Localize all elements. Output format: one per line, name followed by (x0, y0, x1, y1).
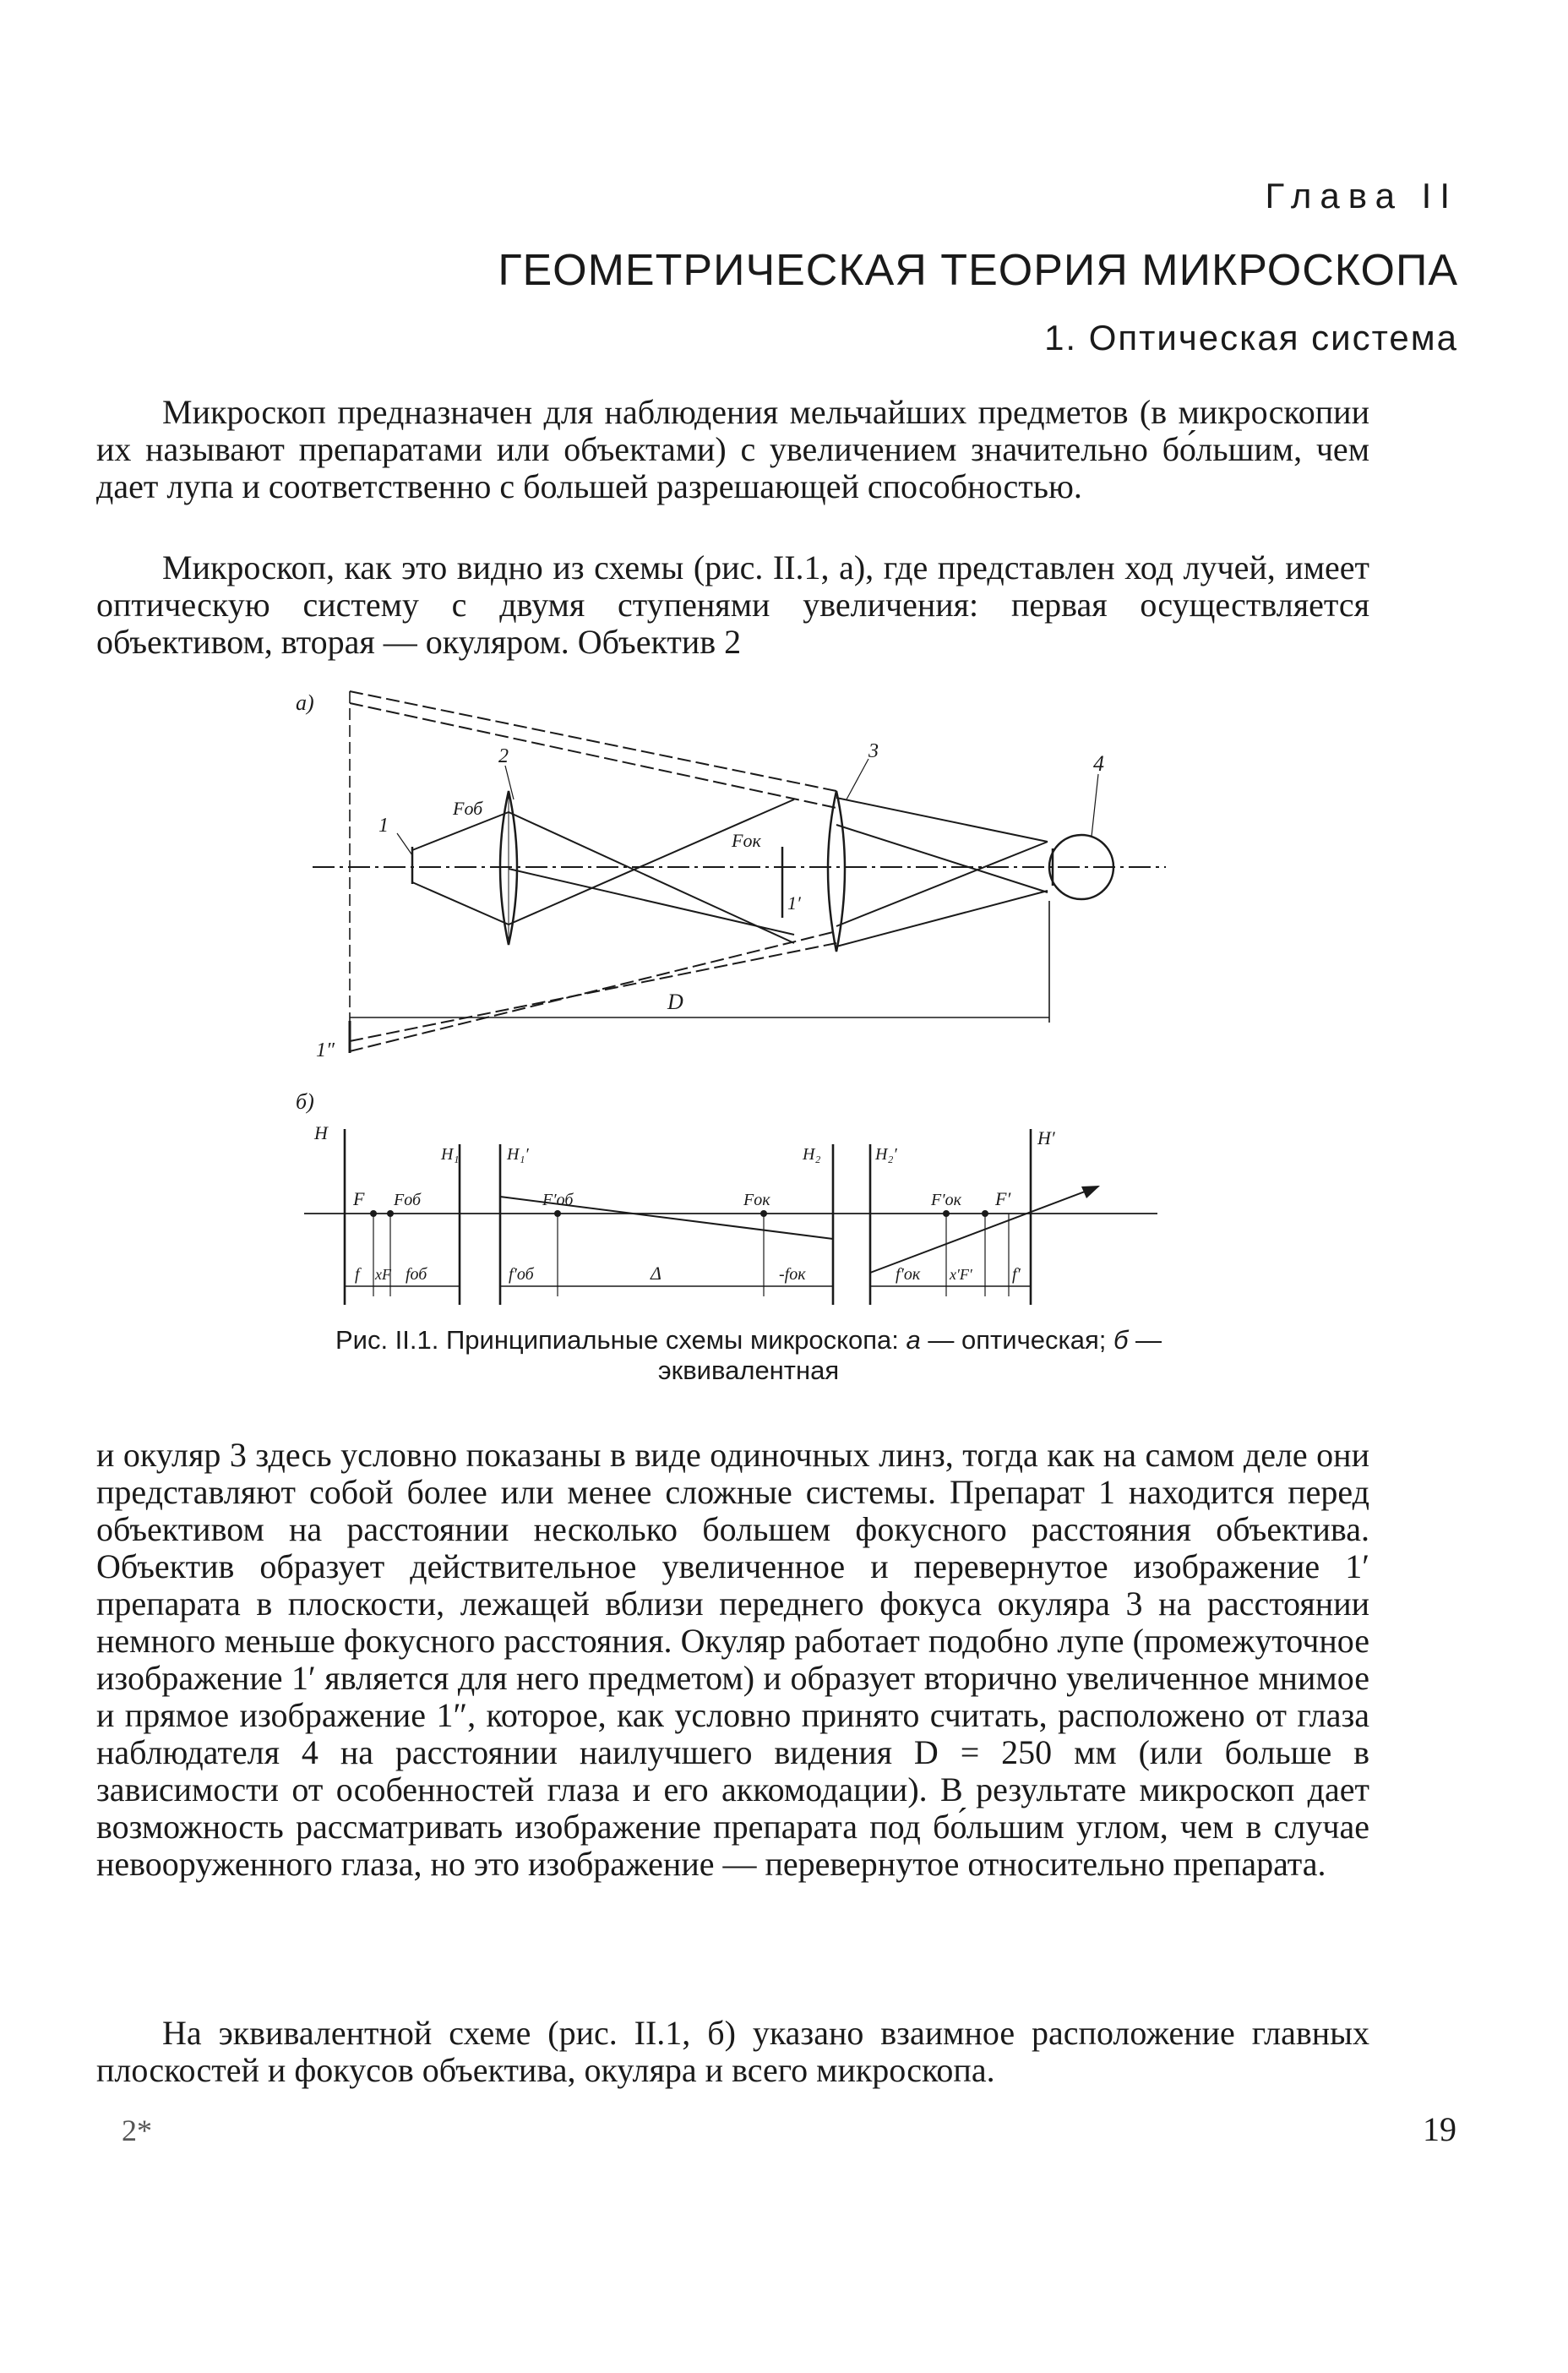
label-Fp: F′ (995, 1188, 1011, 1209)
leader-4 (1092, 774, 1098, 837)
label-Fob: Fоб (394, 1191, 422, 1209)
label-fp: f′ (1012, 1265, 1021, 1284)
ray (509, 799, 794, 925)
paragraph-1: Микроскоп предназначен для наблюдения мельчайших предметов (в микроскопии их называют препаратами или объектами) с увеличением значительно бо́льшим, чем дает лупа и соответственно с большей разрешающей способностью. (96, 393, 1369, 505)
equiv-ray (870, 1186, 1098, 1273)
ray (412, 882, 509, 925)
signature-mark: 2* (122, 2114, 152, 2147)
label-Fok-p: F′ок (931, 1191, 961, 1209)
virtual-ray (350, 691, 836, 791)
focus-point (554, 1210, 561, 1217)
focus-point (370, 1210, 377, 1217)
label-Fob-p: F′об (542, 1191, 574, 1209)
focus-point (943, 1210, 950, 1217)
leader-3 (847, 759, 868, 799)
label-panel-a: а) (296, 690, 314, 715)
label-2: 2 (498, 745, 509, 767)
label-xf: xF (375, 1266, 391, 1283)
label-img2: 1″ (316, 1039, 335, 1061)
label-F: F (353, 1188, 365, 1209)
label-f: f (355, 1265, 360, 1284)
label-panel-b: б) (296, 1089, 314, 1114)
label-Hp: H′ (1037, 1127, 1055, 1148)
label-H1: H₁ (441, 1145, 460, 1164)
focus-point (760, 1210, 767, 1217)
figure-microscope-schemes (279, 681, 1191, 1323)
label-img1: 1′ (787, 892, 801, 914)
ray (836, 842, 1048, 926)
section-heading: 1. Оптическая система (1044, 318, 1458, 357)
label-fok-low: -fок (779, 1265, 806, 1284)
label-xfp: x′F′ (950, 1266, 972, 1283)
chapter-title: ГЕОМЕТРИЧЕСКАЯ ТЕОРИЯ МИКРОСКОПА (498, 246, 1458, 295)
focus-point (387, 1210, 394, 1217)
caption-lead: Рис. II.1. Принципиальные схемы микроскопа: (335, 1325, 899, 1355)
eyepiece-lens (828, 791, 845, 952)
paragraph-4: На эквивалентной схеме (рис. II.1, б) указано взаимное расположение главных плоскостей и фокусов объектива, окуляра и всего микроскопа. (96, 2014, 1369, 2089)
page-number: 19 (1423, 2110, 1456, 2148)
label-H: H (314, 1122, 328, 1143)
paragraph-3: и окуляр 3 здесь условно показаны в виде одиночных линз, тогда как на самом деле они представляют собой более или менее сложные системы. Препарат 1 находится перед объективом на расстоянии несколько большем фокусного расстояния объектива. Объектив образует действительное увеличенное и перевернутое изображение 1′ препарата в плоскости, лежащей вблизи переднего фокуса окуляра 3 на расстоянии немного меньше фокусного расстояния. Окуляр работает подобно лупе (промежуточное изображение 1′ является для него предметом) и образует вторично увеличенное мнимое и прямое изображение 1″, которое, как условно принято считать, расположено от глаза наблюдателя 4 на расстоянии наилучшего видения D = 250 мм (или больше в зависимости от особенностей глаза и его аккомодации). В результате микроскоп дает возможность рассматривать изображение препарата под бо́льшим углом, чем в случае невооруженного глаза, но это изображение — перевернутое относительно препарата. (96, 1436, 1369, 1883)
label-H2p: H₂′ (875, 1145, 897, 1164)
label-fob: Fоб (453, 798, 483, 819)
label-delta: Δ (651, 1263, 662, 1284)
paragraph-2: Микроскоп, как это видно из схемы (рис. II.1, а), где представлен ход лучей, имеет оптическую систему с двумя ступенями увеличения: первая осуществляется объективом, вторая — окуляром. Объектив 2 (96, 548, 1369, 661)
focus-point (982, 1210, 988, 1217)
caption-a-text: — оптическая; (920, 1325, 1107, 1355)
label-fok: Fок (732, 830, 761, 851)
caption-b-letter: б (1113, 1325, 1129, 1355)
label-1: 1 (378, 815, 389, 837)
label-H1p: H₁′ (507, 1145, 529, 1164)
label-H2: H₂ (803, 1145, 821, 1164)
label-d: D (667, 990, 683, 1014)
label-fok-p-low: f′ок (896, 1265, 921, 1284)
ray (509, 869, 794, 935)
figure-caption (284, 1325, 1213, 1386)
arrow-head (1081, 1186, 1100, 1198)
chapter-heading: Глава II (1265, 176, 1458, 215)
label-fob-p-low: f′об (509, 1265, 534, 1284)
caption-a-letter: а (906, 1325, 921, 1355)
virtual-ray (350, 703, 836, 808)
label-fob-low: fоб (406, 1265, 427, 1284)
label-4: 4 (1093, 751, 1104, 776)
ray (836, 891, 1048, 946)
caption-b-text: — эквивалентная (657, 1325, 1162, 1385)
leader-1 (397, 833, 412, 855)
label-Fok: Fок (743, 1191, 770, 1209)
label-3: 3 (868, 740, 879, 762)
virtual-ray (350, 931, 836, 1051)
